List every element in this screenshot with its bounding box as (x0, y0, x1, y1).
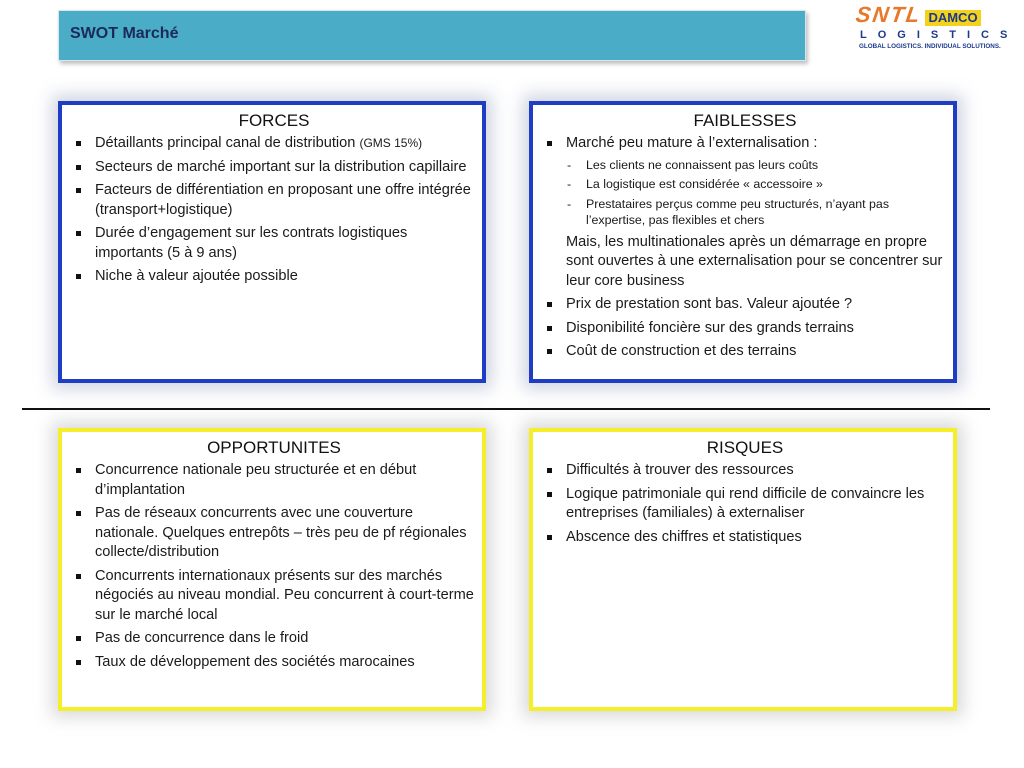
list-item: Durée d’engagement sur les contrats logistiques importants (5 à 9 ans) (74, 224, 474, 263)
logo-wordmark: LOGISTICS (860, 29, 1019, 41)
opportunities-title: OPPORTUNITES (207, 438, 341, 457)
strengths-list (74, 134, 474, 287)
list-item: Disponibilité foncière sur des grands terrains (545, 319, 945, 339)
weaknesses-paragraph: Mais, les multinationales après un démarrage en propre sont ouvertes à une externalisation pour se concentrer sur leur core business (566, 233, 943, 289)
strengths-box (58, 101, 486, 383)
list-item: Pas de concurrence dans le froid (74, 629, 474, 649)
threats-list (545, 461, 945, 547)
logo-tagline: GLOBAL LOGISTICS. INDIVIDUAL SOLUTIONS. (859, 43, 1001, 50)
section-divider (22, 408, 990, 410)
strengths-title: FORCES (238, 111, 310, 130)
list-item: Marché peu mature à l’externalisation : - Les clients ne connaissent pas leurs coûts - La logistique est considérée « accessoire » - Prestataires perçus comme peu structurés, n’ayant pas l’expertise, pas flexibles et chers (545, 134, 945, 229)
threats-box (529, 428, 957, 711)
threats-title: RISQUES (706, 438, 784, 457)
list-item: Prix de prestation sont bas. Valeur ajoutée ? (545, 295, 945, 315)
weaknesses-list (545, 134, 945, 229)
list-item: Détaillants principal canal de distribution (GMS 15%) (74, 134, 474, 154)
list-item: Difficultés à trouver des ressources (545, 461, 945, 481)
list-item: Taux de développement des sociétés marocaines (74, 653, 474, 673)
sub-list (566, 157, 945, 229)
weaknesses-box (529, 101, 957, 383)
list-item: Coût de construction et des terrains (545, 342, 945, 362)
weaknesses-title: FAIBLESSES (693, 111, 797, 130)
list-item: Pas de réseaux concurrents avec une couverture nationale. Quelques entrepôts – très peu de pf régionales collecte/distribution (74, 504, 474, 563)
logo-brand: SNTL (854, 2, 924, 27)
title-bar (58, 10, 806, 61)
opportunities-list (74, 461, 474, 672)
list-item: Secteurs de marché important sur la distribution capillaire (74, 158, 474, 178)
list-item-note: (GMS 15%) (359, 136, 423, 150)
sub-list-item: - Prestataires perçus comme peu structurés, n’ayant pas l’expertise, pas flexibles et chers (566, 196, 945, 229)
list-item: Logique patrimoniale qui rend difficile de convaincre les entreprises (familiales) à externaliser (545, 485, 945, 524)
list-item: Facteurs de différentiation en proposant une offre intégrée (transport+logistique) (74, 181, 474, 220)
sub-list-item: - Les clients ne connaissent pas leurs coûts (566, 157, 945, 174)
company-logo (854, 2, 1019, 52)
page-title: SWOT Marché (70, 25, 179, 42)
logo-partner: DAMCO (925, 10, 980, 26)
list-item: Concurrence nationale peu structurée et en début d’implantation (74, 461, 474, 500)
list-item: Niche à valeur ajoutée possible (74, 267, 474, 287)
list-item: Abscence des chiffres et statistiques (545, 528, 945, 548)
opportunities-box (58, 428, 486, 711)
sub-list-item: - La logistique est considérée « accessoire » (566, 176, 945, 193)
list-item: Concurrents internationaux présents sur des marchés négociés au niveau mondial. Peu concurrent à court-terme sur le marché local (74, 567, 474, 626)
